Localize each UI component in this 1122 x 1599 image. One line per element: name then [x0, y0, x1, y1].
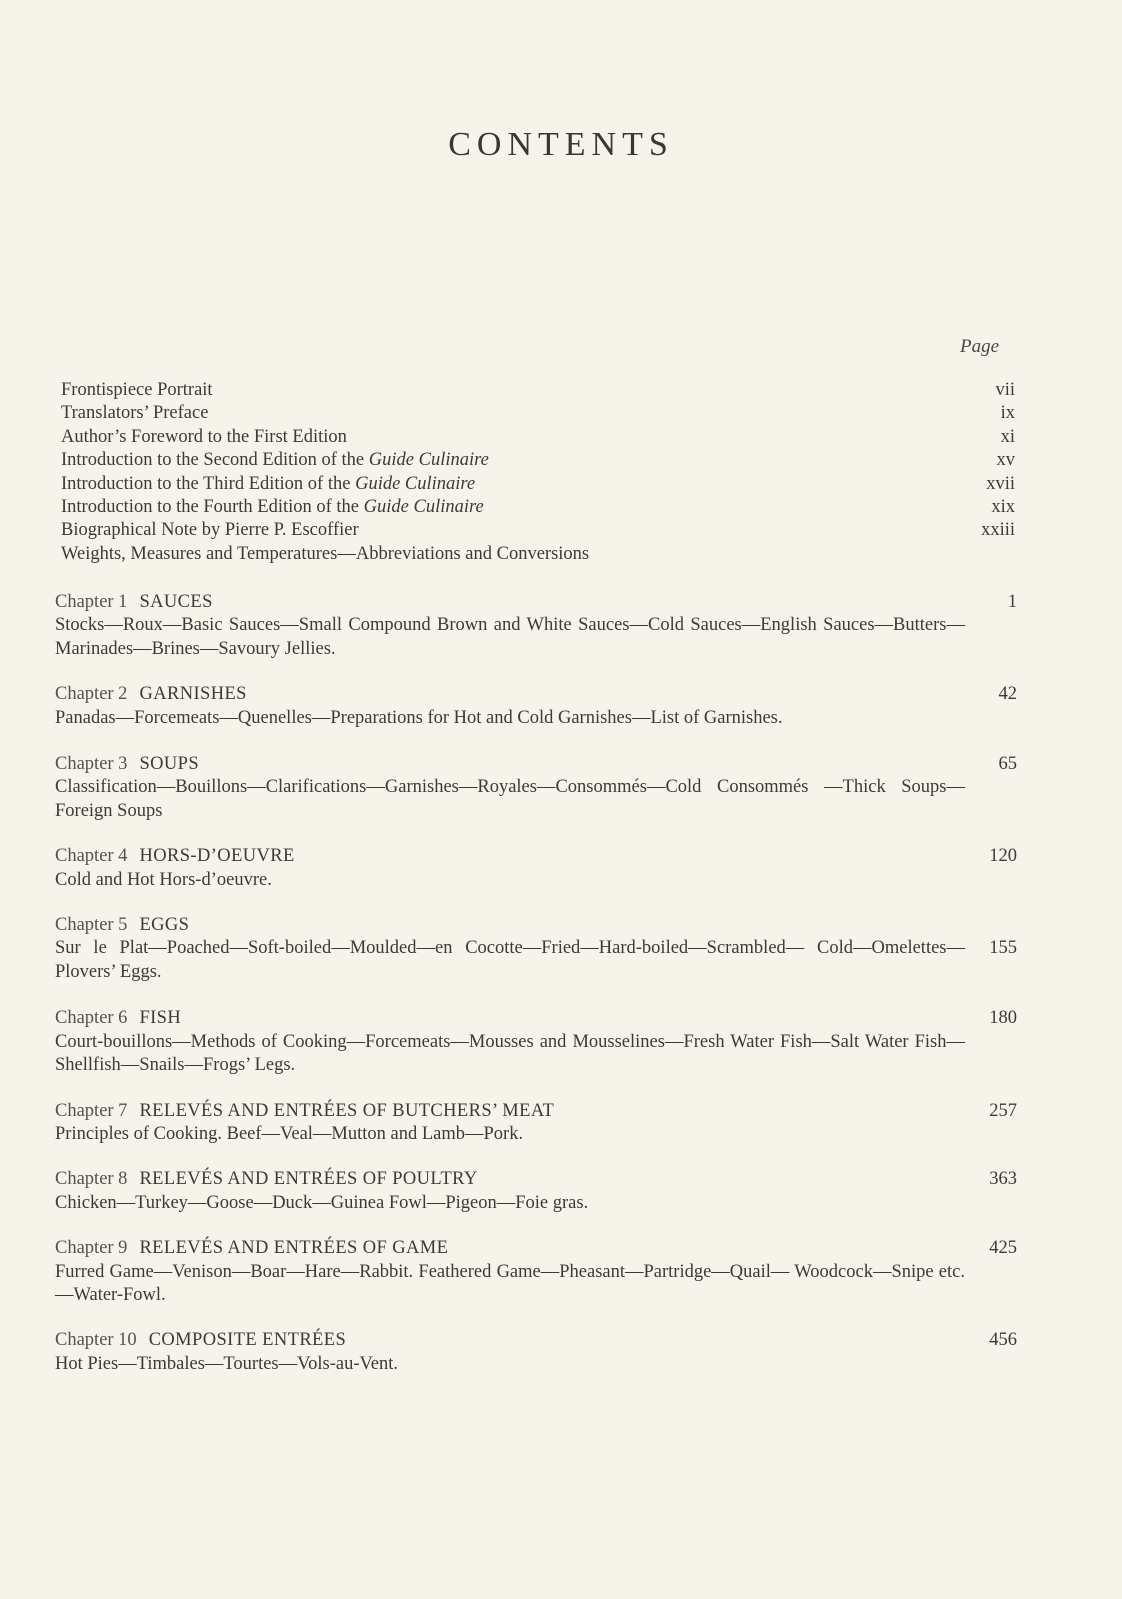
- front-matter-list: [61, 379, 1015, 566]
- chapter-page-number: 65: [998, 754, 1017, 775]
- chapter-label: Chapter 2: [55, 684, 128, 705]
- chapter-description: Panadas—Forcemeats—Quenelles—Preparations for Hot and Cold Garnishes—List of Garnishes.: [55, 707, 783, 728]
- chapter-page-number: 155: [989, 938, 1017, 959]
- toc-entry-frontispiece: [61, 379, 1015, 402]
- chapter-page-number: 456: [989, 1330, 1017, 1351]
- chapter-title: EGGS: [139, 915, 190, 936]
- entry-page-number: vii: [995, 380, 1015, 400]
- entry-title: Biographical Note by Pierre P. Escoffier: [61, 520, 359, 541]
- chapter-label: Chapter 8: [55, 1169, 128, 1190]
- chapter-description: Cold and Hot Hors-d’oeuvre.: [55, 869, 272, 890]
- toc-chapter-9: [55, 1237, 1017, 1307]
- entry-title: Translators’ Preface: [61, 403, 209, 424]
- toc-entry-weights-measures: [61, 543, 1015, 566]
- entry-page-number: xvii: [986, 473, 1015, 494]
- chapter-title: GARNISHES: [139, 684, 247, 705]
- chapter-description: Stocks—Roux—Basic Sauces—Small Compound Brown and White Sauces—Cold Sauces—English Sauces—Butters—Marinades—Brines—Savoury Jellies.: [55, 615, 965, 659]
- chapter-label: Chapter 10: [55, 1330, 137, 1351]
- chapter-label: Chapter 5: [55, 915, 128, 936]
- chapter-description: Court-bouillons—Methods of Cooking—Forcemeats—Mousses and Mousselines—Fresh Water Fish—Salt Water Fish—Shellfish—Snails—Frogs’ Legs.: [55, 1031, 965, 1076]
- chapter-title: FISH: [139, 1008, 182, 1029]
- chapter-heading: [55, 914, 965, 937]
- chapter-page-number: 1: [1007, 592, 1017, 612]
- chapter-heading: [55, 1007, 965, 1030]
- entry-page-number: xxiii: [981, 520, 1015, 541]
- entry-page-number: xi: [1000, 426, 1015, 447]
- entry-page-number: xv: [996, 450, 1015, 471]
- chapter-page-number: 257: [989, 1100, 1017, 1121]
- chapter-description: Classification—Bouillons—Clarifications—Garnishes—Royales—Consommés—Cold Consommés —Thick Soups—Foreign Soups: [55, 777, 965, 821]
- toc-chapter-7: [55, 1100, 1017, 1147]
- toc-chapter-8: [55, 1168, 1017, 1215]
- chapter-description: Hot Pies—Timbales—Tourtes—Vols-au-Vent.: [55, 1353, 399, 1374]
- chapter-description: Furred Game—Venison—Boar—Hare—Rabbit. Feathered Game—Pheasant—Partridge—Quail— Woodcock—Snipe etc.—Water-Fowl.: [55, 1261, 965, 1305]
- toc-chapter-5: [55, 914, 1017, 984]
- toc-entry-biographical-note: [61, 519, 1015, 542]
- chapter-label: Chapter 9: [55, 1238, 128, 1259]
- page-title: CONTENTS: [448, 126, 674, 163]
- toc-chapter-1: [55, 591, 1017, 661]
- chapter-title: RELEVÉS AND ENTRÉES OF POULTRY: [139, 1169, 478, 1190]
- chapter-list: [55, 591, 1017, 1376]
- chapter-title: HORS-D’OEUVRE: [139, 846, 295, 867]
- chapter-title: COMPOSITE ENTRÉES: [148, 1330, 347, 1351]
- chapter-label: Chapter 3: [55, 754, 128, 775]
- entry-title: Author’s Foreword to the First Edition: [61, 426, 347, 447]
- chapter-heading: [55, 1168, 965, 1191]
- chapter-page-number: 425: [989, 1238, 1017, 1259]
- chapter-label: Chapter 4: [55, 846, 128, 867]
- chapter-page-number: 42: [998, 684, 1017, 705]
- toc-entry-authors-foreword: [61, 426, 1015, 449]
- entry-page-number: ix: [1000, 403, 1015, 424]
- chapter-heading: [55, 1100, 965, 1123]
- page-column-heading: Page: [960, 336, 1000, 357]
- chapter-heading: [55, 683, 965, 706]
- chapter-heading: [55, 1237, 965, 1260]
- chapter-title: SAUCES: [139, 592, 213, 612]
- entry-title: Frontispiece Portrait: [61, 380, 213, 400]
- chapter-heading: [55, 753, 965, 776]
- chapter-heading: [55, 1329, 965, 1352]
- chapter-heading: [55, 591, 965, 614]
- entry-title: Introduction to the Fourth Edition of the Guide Culinaire: [61, 496, 484, 517]
- entry-title: Introduction to the Second Edition of the Guide Culinaire: [61, 450, 489, 471]
- toc-chapter-3: [55, 753, 1017, 823]
- chapter-heading: [55, 845, 965, 868]
- toc-chapter-2: [55, 683, 1017, 730]
- chapter-page-number: 120: [989, 846, 1017, 867]
- chapter-title: SOUPS: [139, 754, 200, 775]
- chapter-page-number: 180: [989, 1008, 1017, 1029]
- chapter-label: Chapter 7: [55, 1100, 128, 1121]
- chapter-description: Sur le Plat—Poached—Soft-boiled—Moulded—en Cocotte—Fried—Hard-boiled—Scrambled— Cold—Omelettes—Plovers’ Eggs.: [55, 938, 965, 982]
- toc-chapter-6: [55, 1007, 1017, 1077]
- toc-entry-intro-third-edition: [61, 473, 1015, 496]
- toc-entry-intro-second-edition: [61, 449, 1015, 472]
- entry-title: Introduction to the Third Edition of the Guide Culinaire: [61, 473, 476, 494]
- chapter-title: RELEVÉS AND ENTRÉES OF GAME: [139, 1238, 449, 1259]
- chapter-label: Chapter 1: [55, 592, 128, 612]
- chapter-description: Principles of Cooking. Beef—Veal—Mutton and Lamb—Pork.: [55, 1123, 524, 1144]
- chapter-description: Chicken—Turkey—Goose—Duck—Guinea Fowl—Pigeon—Foie gras.: [55, 1192, 589, 1213]
- chapter-page-number: 363: [989, 1169, 1017, 1190]
- entry-page-number: xix: [991, 496, 1015, 517]
- toc-chapter-4: [55, 845, 1017, 892]
- toc-chapter-10: [55, 1329, 1017, 1376]
- entry-title: Weights, Measures and Temperatures—Abbreviations and Conversions: [61, 543, 590, 564]
- chapter-label: Chapter 6: [55, 1008, 128, 1029]
- toc-entry-translators-preface: [61, 402, 1015, 425]
- toc-entry-intro-fourth-edition: [61, 496, 1015, 519]
- chapter-title: RELEVÉS AND ENTRÉES OF BUTCHERS’ MEAT: [139, 1100, 555, 1121]
